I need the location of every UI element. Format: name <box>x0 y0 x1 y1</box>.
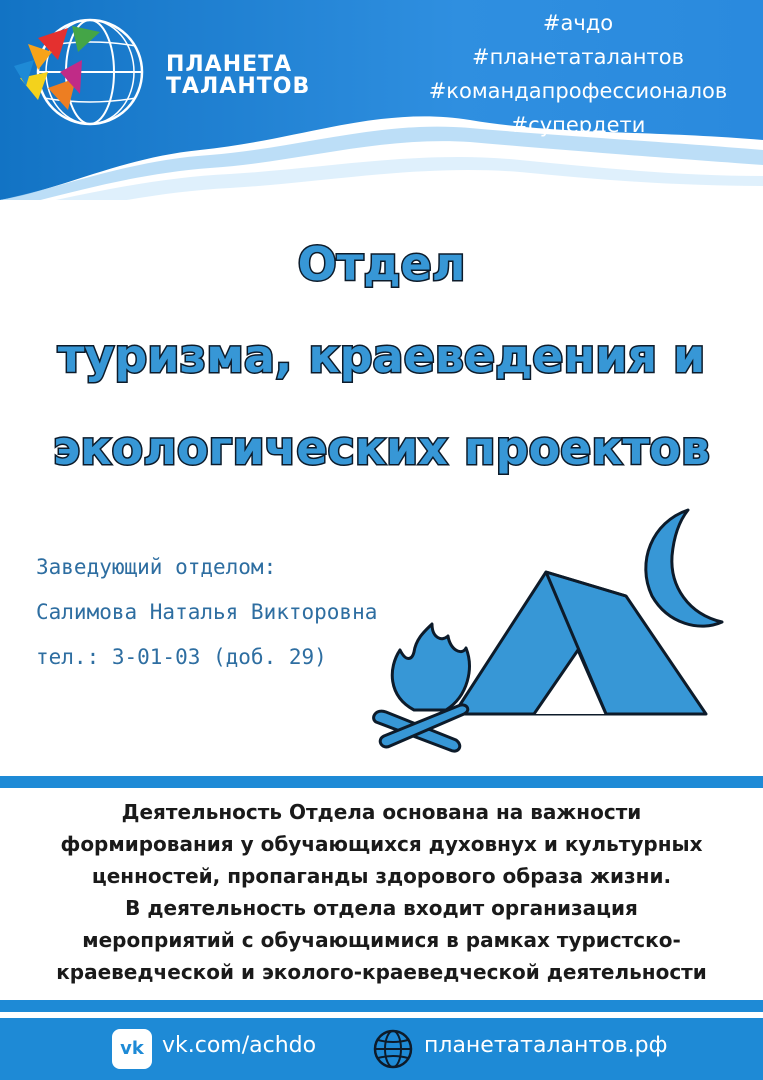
footer <box>0 1018 763 1080</box>
description-line: мероприятий с обучающимися в рамках туристско- <box>82 928 681 952</box>
vk-icon[interactable] <box>112 1029 152 1069</box>
globe-icon[interactable] <box>372 1028 414 1070</box>
title-line-3: экологических проектов <box>53 421 710 475</box>
department-head-info <box>36 545 377 680</box>
vk-icon-glyph: vk <box>120 1038 144 1059</box>
hashtags <box>413 6 743 142</box>
vk-link[interactable]: vk.com/achdo <box>162 1033 317 1058</box>
hashtag: #командапрофессионалов <box>428 79 728 103</box>
title-line-1: Отдел <box>297 237 466 291</box>
moon-icon <box>646 510 722 626</box>
head-label: Заведующий отделом: <box>36 555 277 579</box>
page-title <box>0 218 763 494</box>
title-line-2: туризма, краеведения и <box>57 329 706 383</box>
hashtag: #супердети <box>510 113 646 137</box>
description-line: В деятельность отдела входит организация <box>125 896 638 920</box>
camping-illustration <box>370 500 763 770</box>
description-line: формирования у обучающихся духовнух и культурных <box>60 832 703 856</box>
divider-bottom <box>0 1000 763 1012</box>
department-description <box>0 796 763 988</box>
logo-line-2: ТАЛАНТОВ <box>166 74 311 99</box>
logo-wordmark <box>166 54 310 98</box>
header <box>0 0 763 200</box>
description-line: краеведческой и эколого-краеведческой деятельности <box>56 960 707 984</box>
hashtag: #планетаталантов <box>472 45 684 69</box>
divider-top <box>0 776 763 788</box>
description-line: ценностей, пропаганды здорового образа жизни. <box>91 864 672 888</box>
website-link[interactable]: планетаталантов.рф <box>424 1033 668 1058</box>
campfire-icon <box>374 624 470 751</box>
logo-line-1: ПЛАНЕТА <box>166 52 293 77</box>
head-phone: тел.: 3-01-03 (доб. 29) <box>36 645 327 669</box>
description-line: Деятельность Отдела основана на важности <box>121 800 642 824</box>
logo-pinwheel-globe-icon <box>8 8 148 134</box>
hashtag: #ачдо <box>542 11 614 35</box>
head-name: Салимова Наталья Викторовна <box>36 600 378 624</box>
